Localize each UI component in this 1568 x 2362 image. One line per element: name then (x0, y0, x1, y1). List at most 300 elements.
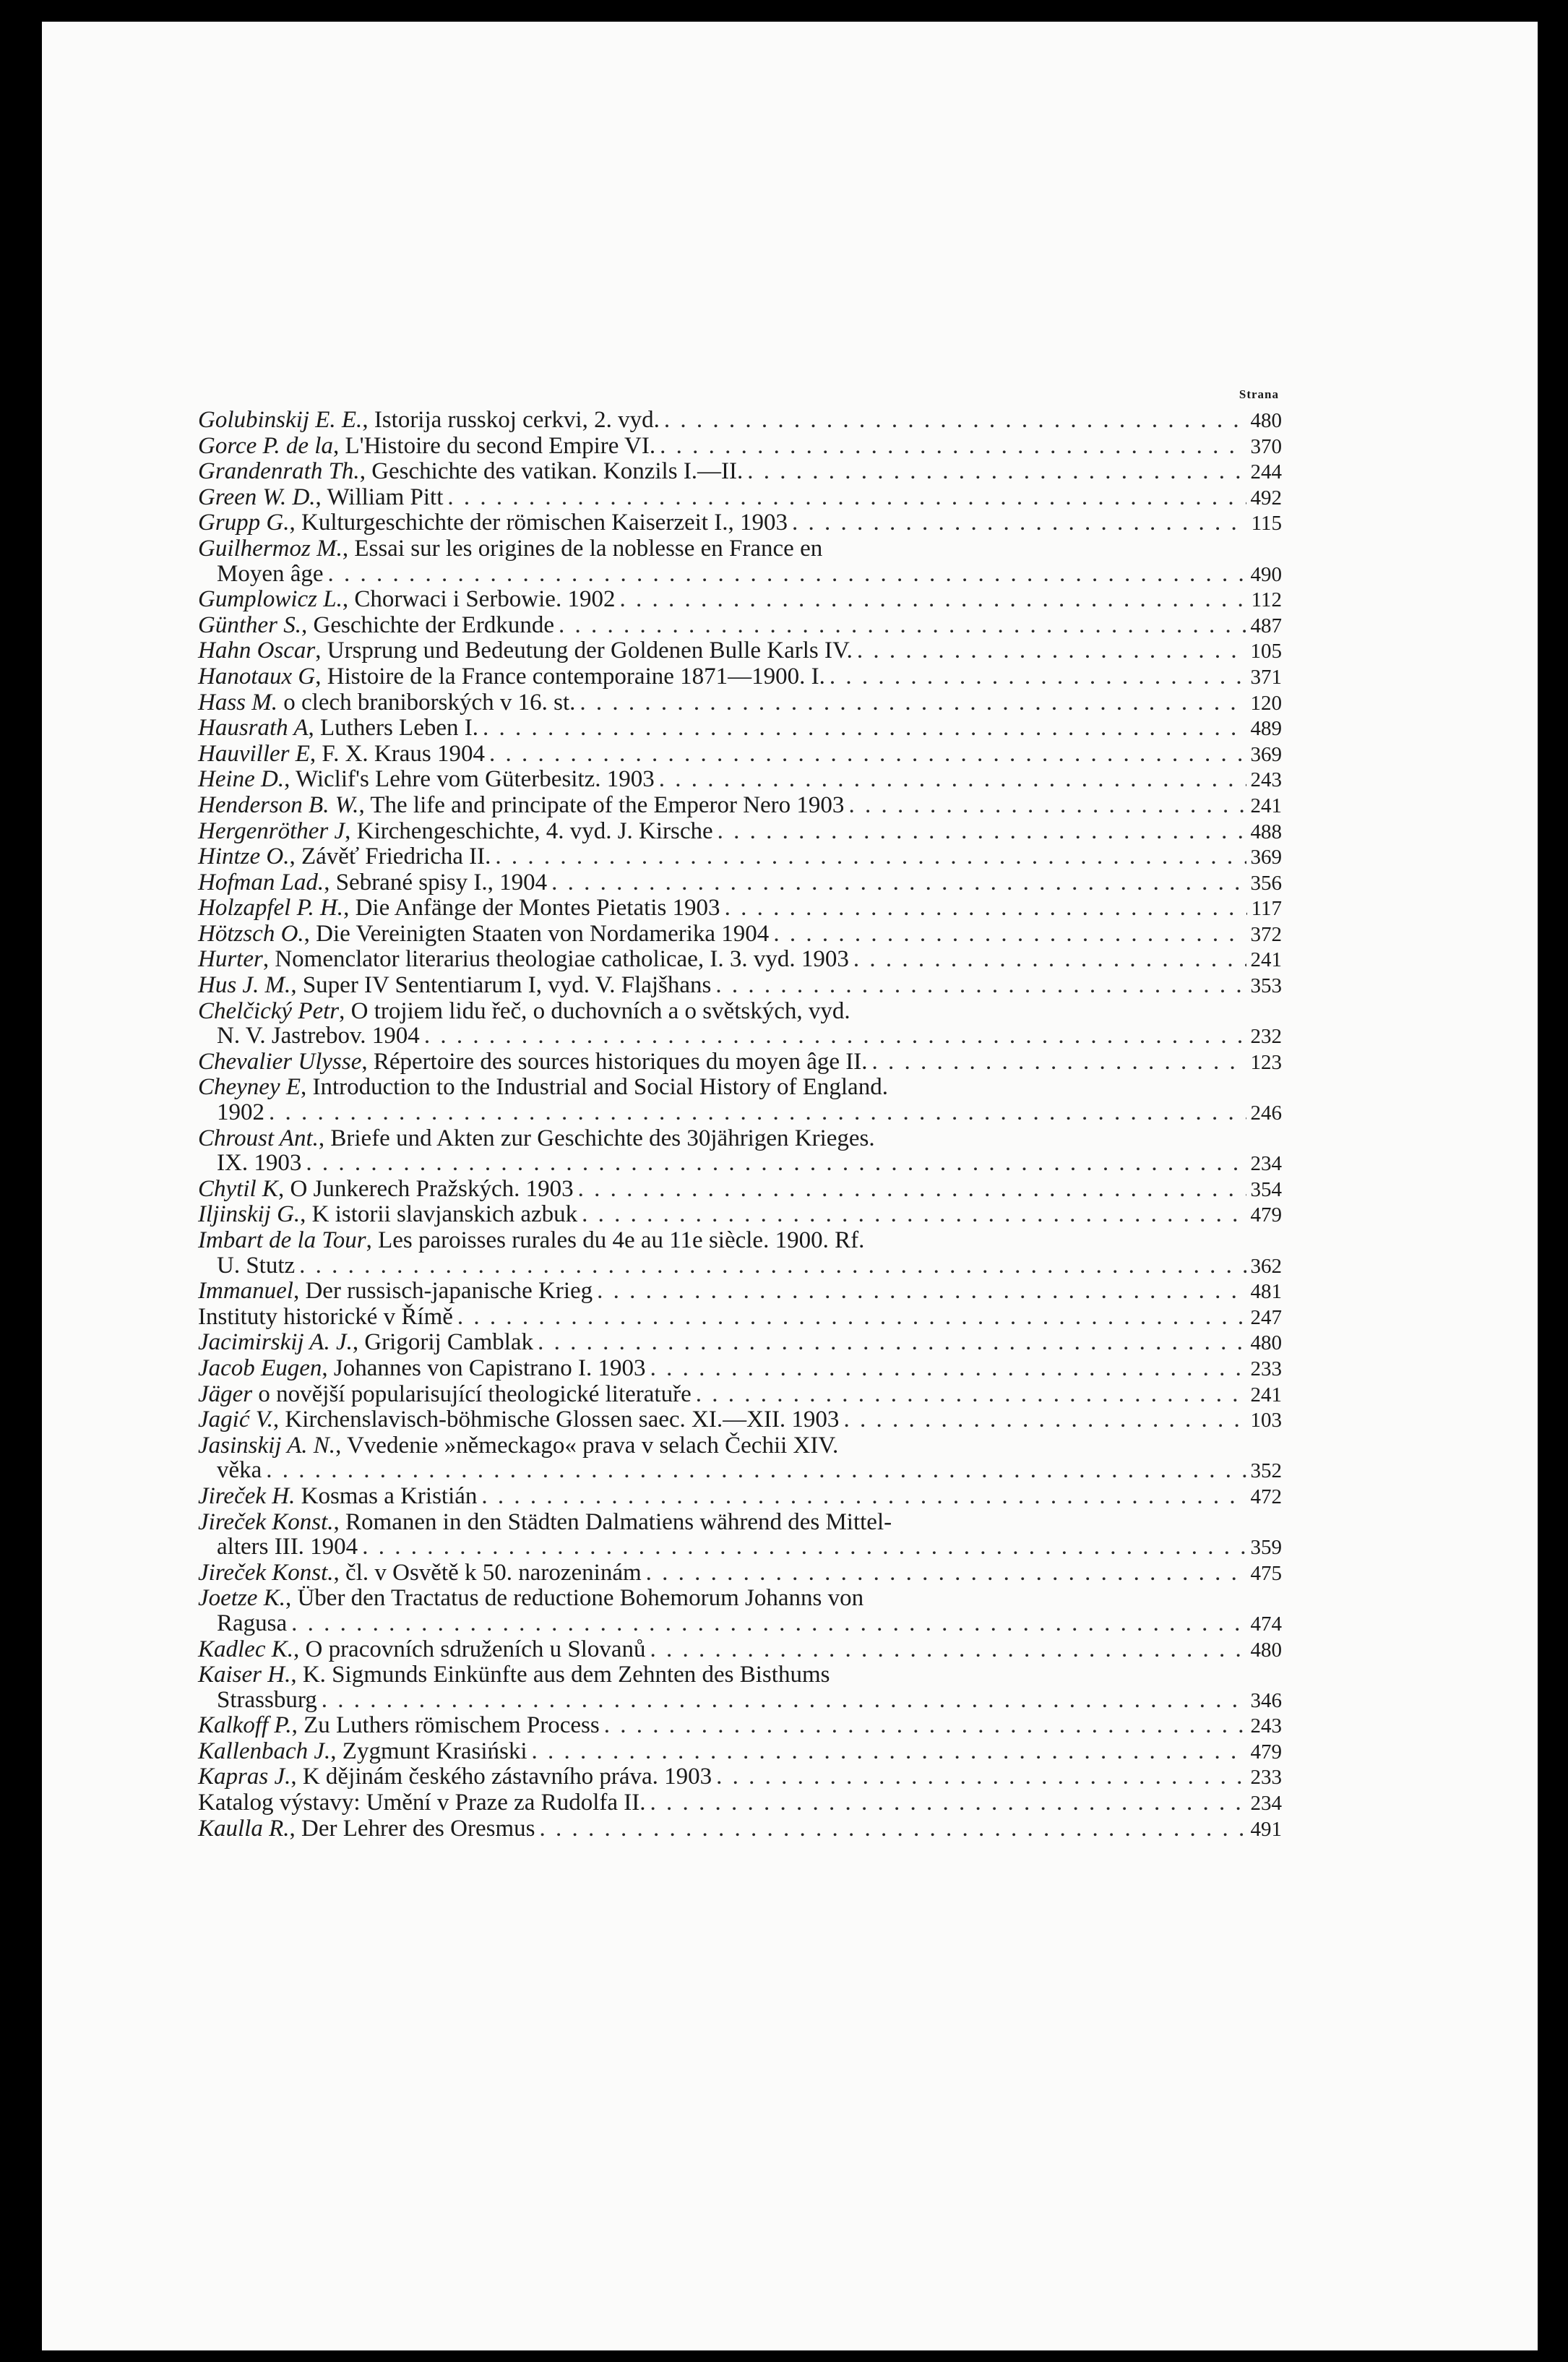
index-entry-text (198, 1790, 645, 1816)
index-entry (198, 1177, 1282, 1203)
author-name: Hus J. M. (198, 972, 291, 999)
index-entry-line (198, 1433, 1282, 1459)
index-entry-text (198, 459, 743, 484)
page-number: 352 (1250, 1459, 1282, 1483)
column-label: Strana (1239, 387, 1279, 401)
author-name: Kadlec K. (198, 1636, 293, 1662)
index-entry (198, 664, 1282, 690)
index-entry-continuation (198, 1611, 1282, 1637)
index-entry (198, 1764, 1282, 1790)
author-name: Hahn Oscar (198, 637, 316, 664)
author-name: Joetze K. (198, 1585, 285, 1612)
index-entry (198, 1075, 1282, 1125)
index-entry-text (198, 973, 711, 998)
author-name: Jasinskij A. N. (198, 1432, 336, 1459)
index-entry-text (198, 1713, 600, 1738)
author-name: Kallenbach J. (198, 1738, 331, 1764)
index-entry (198, 793, 1282, 819)
page-number: 246 (1250, 1101, 1282, 1125)
work-title: o clech braniborských v 16. st. (277, 689, 576, 716)
work-title: , The life and principate of the Emperor Nero 1903 (358, 791, 845, 818)
author-name: Günther S. (198, 611, 301, 638)
work-title-continuation: Strassburg (217, 1686, 317, 1713)
index-entry (198, 1126, 1282, 1177)
index-entry (198, 638, 1282, 664)
author-name: Golubinskij E. E. (198, 407, 363, 433)
dot-leader (650, 1790, 1246, 1816)
index-entry (198, 896, 1282, 922)
index-entry (198, 973, 1282, 999)
index-entry-continuation (198, 562, 1282, 588)
page-number: 488 (1250, 820, 1282, 843)
author-name: Hötzsch O. (198, 920, 304, 947)
author-name: Jireček H. (198, 1482, 296, 1509)
dot-leader (646, 1560, 1246, 1586)
page-number: 475 (1250, 1561, 1282, 1585)
dot-leader (848, 793, 1246, 818)
page-number: 234 (1250, 1152, 1282, 1176)
work-title: , Der russisch-japanische Krieg (293, 1278, 593, 1305)
work-title-continuation: alters III. 1904 (217, 1534, 358, 1560)
dot-leader (872, 1049, 1246, 1075)
work-title: , Répertoire des sources historiques du moyen âge II. (361, 1048, 868, 1075)
index-entry-line (198, 1662, 1282, 1688)
index-entry-line (198, 1228, 1282, 1253)
index-entry-text (198, 819, 713, 844)
index-entry-text (198, 1202, 577, 1227)
index-entry (198, 1790, 1282, 1816)
page-number: 372 (1250, 922, 1282, 946)
index-entry (198, 999, 1282, 1049)
work-title: , K dějinám českého zástavního práva. 1903 (290, 1764, 712, 1790)
dot-leader (597, 1279, 1246, 1304)
dot-leader (718, 819, 1246, 844)
work-title: , Über den Tractatus de reductione Bohemorum Johanns von (285, 1585, 864, 1612)
page-number: 243 (1250, 1714, 1282, 1738)
work-title-continuation: 1902 (217, 1099, 264, 1126)
index-entry-text (198, 896, 720, 921)
index-entry (198, 459, 1282, 485)
index-entry (198, 613, 1282, 639)
author-name: Jacob Eugen (198, 1354, 322, 1381)
work-title: , Die Anfänge der Montes Pietatis 1903 (343, 895, 720, 922)
index-entry-line (198, 1586, 1282, 1611)
dot-leader (659, 767, 1246, 792)
author-name: Imbart de la Tour (198, 1227, 366, 1253)
dot-leader (481, 1484, 1246, 1509)
dot-leader (843, 1407, 1246, 1433)
index-entry-line (198, 536, 1282, 562)
dot-leader (580, 690, 1246, 716)
dot-leader (650, 1637, 1246, 1662)
page-number: 112 (1251, 588, 1282, 612)
dot-leader (660, 434, 1246, 459)
book-page (42, 22, 1538, 2350)
index-entry-continuation (198, 1100, 1282, 1126)
dot-leader (538, 1330, 1246, 1355)
author-name: Kapras J. (198, 1764, 291, 1790)
author-name: Kaiser H. (198, 1662, 291, 1688)
index-entry (198, 1330, 1282, 1356)
page-number: 369 (1250, 846, 1282, 869)
dot-leader (362, 1534, 1246, 1560)
work-title: Katalog výstavy: Umění v Praze za Rudolfa II. (198, 1790, 646, 1816)
dot-leader (483, 716, 1246, 741)
index-entry-text (198, 485, 443, 510)
index-entry-text (198, 844, 491, 869)
dot-leader (664, 408, 1246, 433)
index-entry-line (198, 1075, 1282, 1100)
page-number: 492 (1250, 486, 1282, 510)
index-entry-text (198, 1330, 533, 1355)
author-name: Jagić V. (198, 1407, 273, 1433)
index-entry (198, 1713, 1282, 1739)
index-entry-continuation (198, 1458, 1282, 1484)
page-number: 480 (1250, 1331, 1282, 1355)
dot-leader (650, 1356, 1246, 1381)
work-title: , Sebrané spisy I., 1904 (324, 869, 548, 896)
index-entry (198, 1228, 1282, 1279)
page-number: 481 (1250, 1280, 1282, 1304)
dot-leader (604, 1713, 1246, 1738)
page-number: 346 (1250, 1688, 1282, 1712)
work-title: , Histoire de la France contemporaine 1871—1900. I. (315, 663, 825, 690)
work-title-continuation: N. V. Jastrebov. 1904 (217, 1023, 420, 1049)
page-number: 105 (1250, 640, 1282, 663)
work-title: , O trojiem lidu řeč, o duchovních a o světských, vyd. (339, 997, 850, 1024)
page-number: 120 (1250, 691, 1282, 715)
dot-leader (715, 973, 1246, 998)
dot-leader (696, 1382, 1246, 1407)
author-name: Grupp G. (198, 510, 290, 536)
index-entry-text (198, 716, 478, 741)
page-number: 371 (1250, 665, 1282, 689)
author-name: Hauviller E (198, 740, 310, 767)
index-entry-text (198, 1049, 868, 1075)
index-entry (198, 1382, 1282, 1408)
dot-leader (322, 1688, 1246, 1713)
work-title-continuation: věka (217, 1457, 262, 1484)
work-title: , Kirchengeschichte, 4. vyd. J. Kirsche (345, 817, 713, 844)
page-number: 489 (1250, 717, 1282, 741)
index-entry-line (198, 999, 1282, 1024)
author-name: Hausrath A (198, 715, 309, 742)
page-number: 247 (1250, 1305, 1282, 1329)
dot-leader (495, 844, 1246, 869)
work-title-continuation: U. Stutz (217, 1252, 296, 1279)
index-entry (198, 510, 1282, 536)
page-number: 244 (1250, 460, 1282, 484)
page-number: 233 (1250, 1357, 1282, 1380)
index-entry-text (198, 1279, 593, 1304)
index-entry-text (198, 434, 655, 459)
author-name: Immanuel (198, 1278, 293, 1305)
index-entry-text (198, 947, 849, 972)
index-entry (198, 1279, 1282, 1305)
dot-leader (551, 870, 1246, 896)
index-entry (198, 485, 1282, 511)
index-entry (198, 1202, 1282, 1228)
author-name: Henderson B. W. (198, 791, 359, 818)
index-entry (198, 1816, 1282, 1842)
page-number: 117 (1251, 897, 1282, 921)
work-title: , Les paroisses rurales du 4e au 11e siècle. 1900. Rf. (366, 1227, 865, 1253)
work-title: , Essai sur les origines de la noblesse en France en (342, 535, 823, 562)
work-title: , Wiclif's Lehre vom Güterbesitz. 1903 (284, 766, 655, 793)
index-entry-text (198, 1637, 646, 1662)
work-title: , Zu Luthers römischem Process (291, 1712, 600, 1739)
author-name: Chroust Ant. (198, 1125, 319, 1151)
work-title: , Grigorij Camblak (352, 1329, 534, 1356)
dot-leader (792, 510, 1247, 536)
page-number: 123 (1250, 1050, 1282, 1074)
author-name: Gorce P. de la (198, 432, 333, 459)
page-number: 480 (1250, 409, 1282, 432)
author-name: Heine D. (198, 766, 285, 793)
work-title: , Chorwaci i Serbowie. 1902 (342, 586, 616, 613)
index-entry-text (198, 1407, 839, 1433)
author-name: Hergenröther J (198, 817, 345, 844)
work-title: , Vvedenie »německago« prava v selach Čechii XIV. (335, 1432, 839, 1459)
page-number: 241 (1250, 794, 1282, 817)
dot-leader (447, 485, 1246, 510)
work-title: , Luthers Leben I. (308, 715, 478, 742)
dot-leader (291, 1611, 1246, 1636)
page-number: 356 (1250, 871, 1282, 895)
index-entry (198, 1305, 1282, 1331)
work-title: Kosmas a Kristián (295, 1482, 478, 1509)
work-title: , Zygmunt Krasiński (330, 1738, 527, 1764)
work-title: , Istorija russkoj cerkvi, 2. vyd. (362, 407, 660, 433)
page-number: 474 (1250, 1612, 1282, 1636)
work-title: , Závěť Friedricha II. (289, 843, 491, 870)
index-entry (198, 742, 1282, 768)
work-title: , Ursprung und Bedeutung der Goldenen Bulle Karls IV. (315, 637, 853, 664)
dot-leader (582, 1202, 1246, 1227)
page-number: 479 (1250, 1203, 1282, 1227)
index-entry-text (198, 408, 660, 433)
author-name: Guilhermoz M. (198, 535, 343, 562)
work-title: , William Pitt (315, 484, 444, 510)
index-entry-text (198, 1484, 477, 1509)
page-number: 353 (1250, 974, 1282, 998)
dot-leader (619, 587, 1246, 612)
page-number: 103 (1250, 1409, 1282, 1433)
index-entry (198, 1407, 1282, 1433)
index-entry-line (198, 1510, 1282, 1535)
index-entry-text (198, 1739, 527, 1764)
author-name: Green W. D. (198, 484, 316, 510)
index-entry (198, 1433, 1282, 1484)
index-entry-text (198, 922, 769, 947)
index-entry (198, 408, 1282, 434)
index-entry (198, 1637, 1282, 1663)
author-name: Chevalier Ulysse (198, 1048, 362, 1075)
author-name: Jireček Konst. (198, 1508, 334, 1535)
work-title-continuation: Moyen âge (217, 560, 324, 587)
work-title-continuation: IX. 1903 (217, 1150, 302, 1177)
index-entry-line (198, 1126, 1282, 1151)
index-entry-continuation (198, 1253, 1282, 1279)
page-number: 491 (1250, 1817, 1282, 1841)
author-name: Hanotaux G (198, 663, 316, 690)
index-entry-text (198, 1764, 712, 1790)
page-number: 370 (1250, 434, 1282, 458)
index-entry-text (198, 1816, 535, 1842)
dot-leader (457, 1305, 1246, 1330)
work-title: , L'Histoire du second Empire VI. (332, 432, 656, 459)
author-name: Jäger (198, 1380, 253, 1407)
dot-leader (489, 742, 1246, 767)
author-name: Jireček Konst. (198, 1559, 334, 1586)
index-entry (198, 767, 1282, 793)
work-title: , Geschichte des vatikan. Konzils I.—II. (359, 458, 744, 485)
author-name: Chytil K (198, 1175, 278, 1202)
author-name: Grandenrath Th. (198, 458, 360, 485)
index-entry (198, 922, 1282, 948)
page-number: 479 (1250, 1740, 1282, 1764)
page-number: 487 (1250, 614, 1282, 637)
index-entry-text (198, 587, 615, 612)
page-number: 354 (1250, 1177, 1282, 1201)
index-entry-text (198, 1382, 692, 1407)
page-number: 234 (1250, 1792, 1282, 1816)
page-number: 359 (1250, 1536, 1282, 1560)
index-entry (198, 716, 1282, 742)
dot-leader (716, 1764, 1246, 1790)
author-name: Hass M. (198, 689, 278, 716)
index-entry (198, 1662, 1282, 1713)
work-title: , Nomenclator literarius theologiae catholicae, I. 3. vyd. 1903 (262, 946, 849, 973)
index-entry-text (198, 1305, 453, 1330)
index-entry (198, 1484, 1282, 1510)
dot-leader (830, 664, 1246, 690)
author-name: Hofman Lad. (198, 869, 324, 896)
index-entry (198, 870, 1282, 896)
page-number: 472 (1250, 1485, 1282, 1508)
work-title: , Romanen in den Städten Dalmatiens während des Mittel- (333, 1508, 892, 1535)
work-title: , Kirchenslavisch-böhmische Glossen saec. XI.—XII. 1903 (272, 1407, 840, 1433)
page-number: 241 (1250, 948, 1282, 972)
index-entry (198, 1586, 1282, 1636)
index-entry (198, 587, 1282, 613)
work-title: , Briefe und Akten zur Geschichte des 30jährigen Krieges. (318, 1125, 875, 1151)
index-entry-text (198, 1560, 642, 1586)
author-name: Chelčický Petr (198, 997, 340, 1024)
index-entry-continuation (198, 1151, 1282, 1177)
author-name: Cheyney E (198, 1074, 301, 1101)
work-title: , Der Lehrer des Oresmus (289, 1815, 535, 1842)
dot-leader (328, 562, 1246, 587)
dot-leader (424, 1023, 1246, 1049)
work-title: , Introduction to the Industrial and Social History of England. (301, 1074, 888, 1101)
page-number: 232 (1250, 1025, 1282, 1049)
index-entry (198, 536, 1282, 587)
index-entry-text (198, 870, 547, 896)
work-title: Instituty historické v Římě (198, 1303, 453, 1330)
page-number: 490 (1250, 562, 1282, 586)
author-name: Iljinskij G. (198, 1201, 301, 1228)
page-number: 362 (1250, 1254, 1282, 1278)
index-entry-text (198, 690, 575, 716)
index-list (198, 387, 1282, 1842)
page-number: 369 (1250, 742, 1282, 766)
index-entry (198, 1739, 1282, 1765)
index-entry (198, 1560, 1282, 1586)
work-title: , Super IV Sententiarum I, vyd. V. Flajšhans (290, 972, 712, 999)
index-entry-text (198, 613, 554, 638)
index-entry-text (198, 638, 853, 663)
page-number: 480 (1250, 1638, 1282, 1662)
index-entry (198, 819, 1282, 845)
work-title: , O pracovních sdruženích u Slovanů (293, 1636, 646, 1662)
author-name: Kaulla R. (198, 1815, 290, 1842)
work-title: , Geschichte der Erdkunde (301, 611, 555, 638)
page-number: 115 (1251, 512, 1282, 536)
dot-leader (269, 1100, 1246, 1125)
index-entry (198, 1510, 1282, 1560)
index-entry-text (198, 793, 844, 818)
work-title: o novější popularisující theologické literatuře (252, 1380, 692, 1407)
dot-leader (725, 896, 1247, 921)
author-name: Hurter (198, 946, 263, 973)
index-entry-text (198, 664, 825, 690)
index-entry-continuation (198, 1534, 1282, 1560)
index-entry (198, 844, 1282, 870)
work-title: , Kulturgeschichte der römischen Kaiserzeit I., 1903 (289, 510, 788, 536)
index-entry-text (198, 742, 485, 767)
work-title: , K istorii slavjanskich azbuk (300, 1201, 578, 1228)
dot-leader (747, 459, 1246, 484)
dot-leader (299, 1253, 1246, 1279)
work-title: , K. Sigmunds Einkünfte aus dem Zehnten des Bisthums (290, 1662, 830, 1688)
index-entry-text (198, 1356, 646, 1381)
index-entry (198, 1049, 1282, 1075)
work-title: , Johannes von Capistrano I. 1903 (322, 1354, 646, 1381)
work-title-continuation: Ragusa (217, 1610, 288, 1636)
author-name: Jacimirskij A. J. (198, 1329, 353, 1356)
dot-leader (266, 1458, 1246, 1483)
index-entry (198, 1356, 1282, 1382)
page-number: 241 (1250, 1383, 1282, 1407)
index-entry-text (198, 510, 788, 536)
author-name: Hintze O. (198, 843, 290, 870)
work-title: , O Junkerech Pražských. 1903 (277, 1175, 574, 1202)
index-entry-continuation (198, 1688, 1282, 1714)
dot-leader (857, 638, 1246, 663)
author-name: Kalkoff P. (198, 1712, 292, 1739)
page-number: 243 (1250, 768, 1282, 792)
index-entry-text (198, 1177, 574, 1202)
dot-leader (559, 613, 1246, 638)
work-title: , čl. v Osvětě k 50. narozeninám (333, 1559, 642, 1586)
work-title: , F. X. Kraus 1904 (309, 740, 485, 767)
dot-leader (306, 1151, 1246, 1176)
author-name: Holzapfel P. H. (198, 895, 344, 922)
author-name: Gumplowicz L. (198, 586, 343, 613)
page-number: 233 (1250, 1766, 1282, 1790)
dot-leader (853, 947, 1246, 972)
index-entry (198, 947, 1282, 973)
index-entry-text (198, 767, 655, 792)
work-title: , Die Vereinigten Staaten von Nordamerika 1904 (303, 920, 770, 947)
index-entry-continuation (198, 1023, 1282, 1049)
index-entry (198, 434, 1282, 460)
dot-leader (539, 1816, 1246, 1842)
index-entry (198, 690, 1282, 716)
dot-leader (532, 1739, 1246, 1764)
dot-leader (773, 922, 1246, 947)
